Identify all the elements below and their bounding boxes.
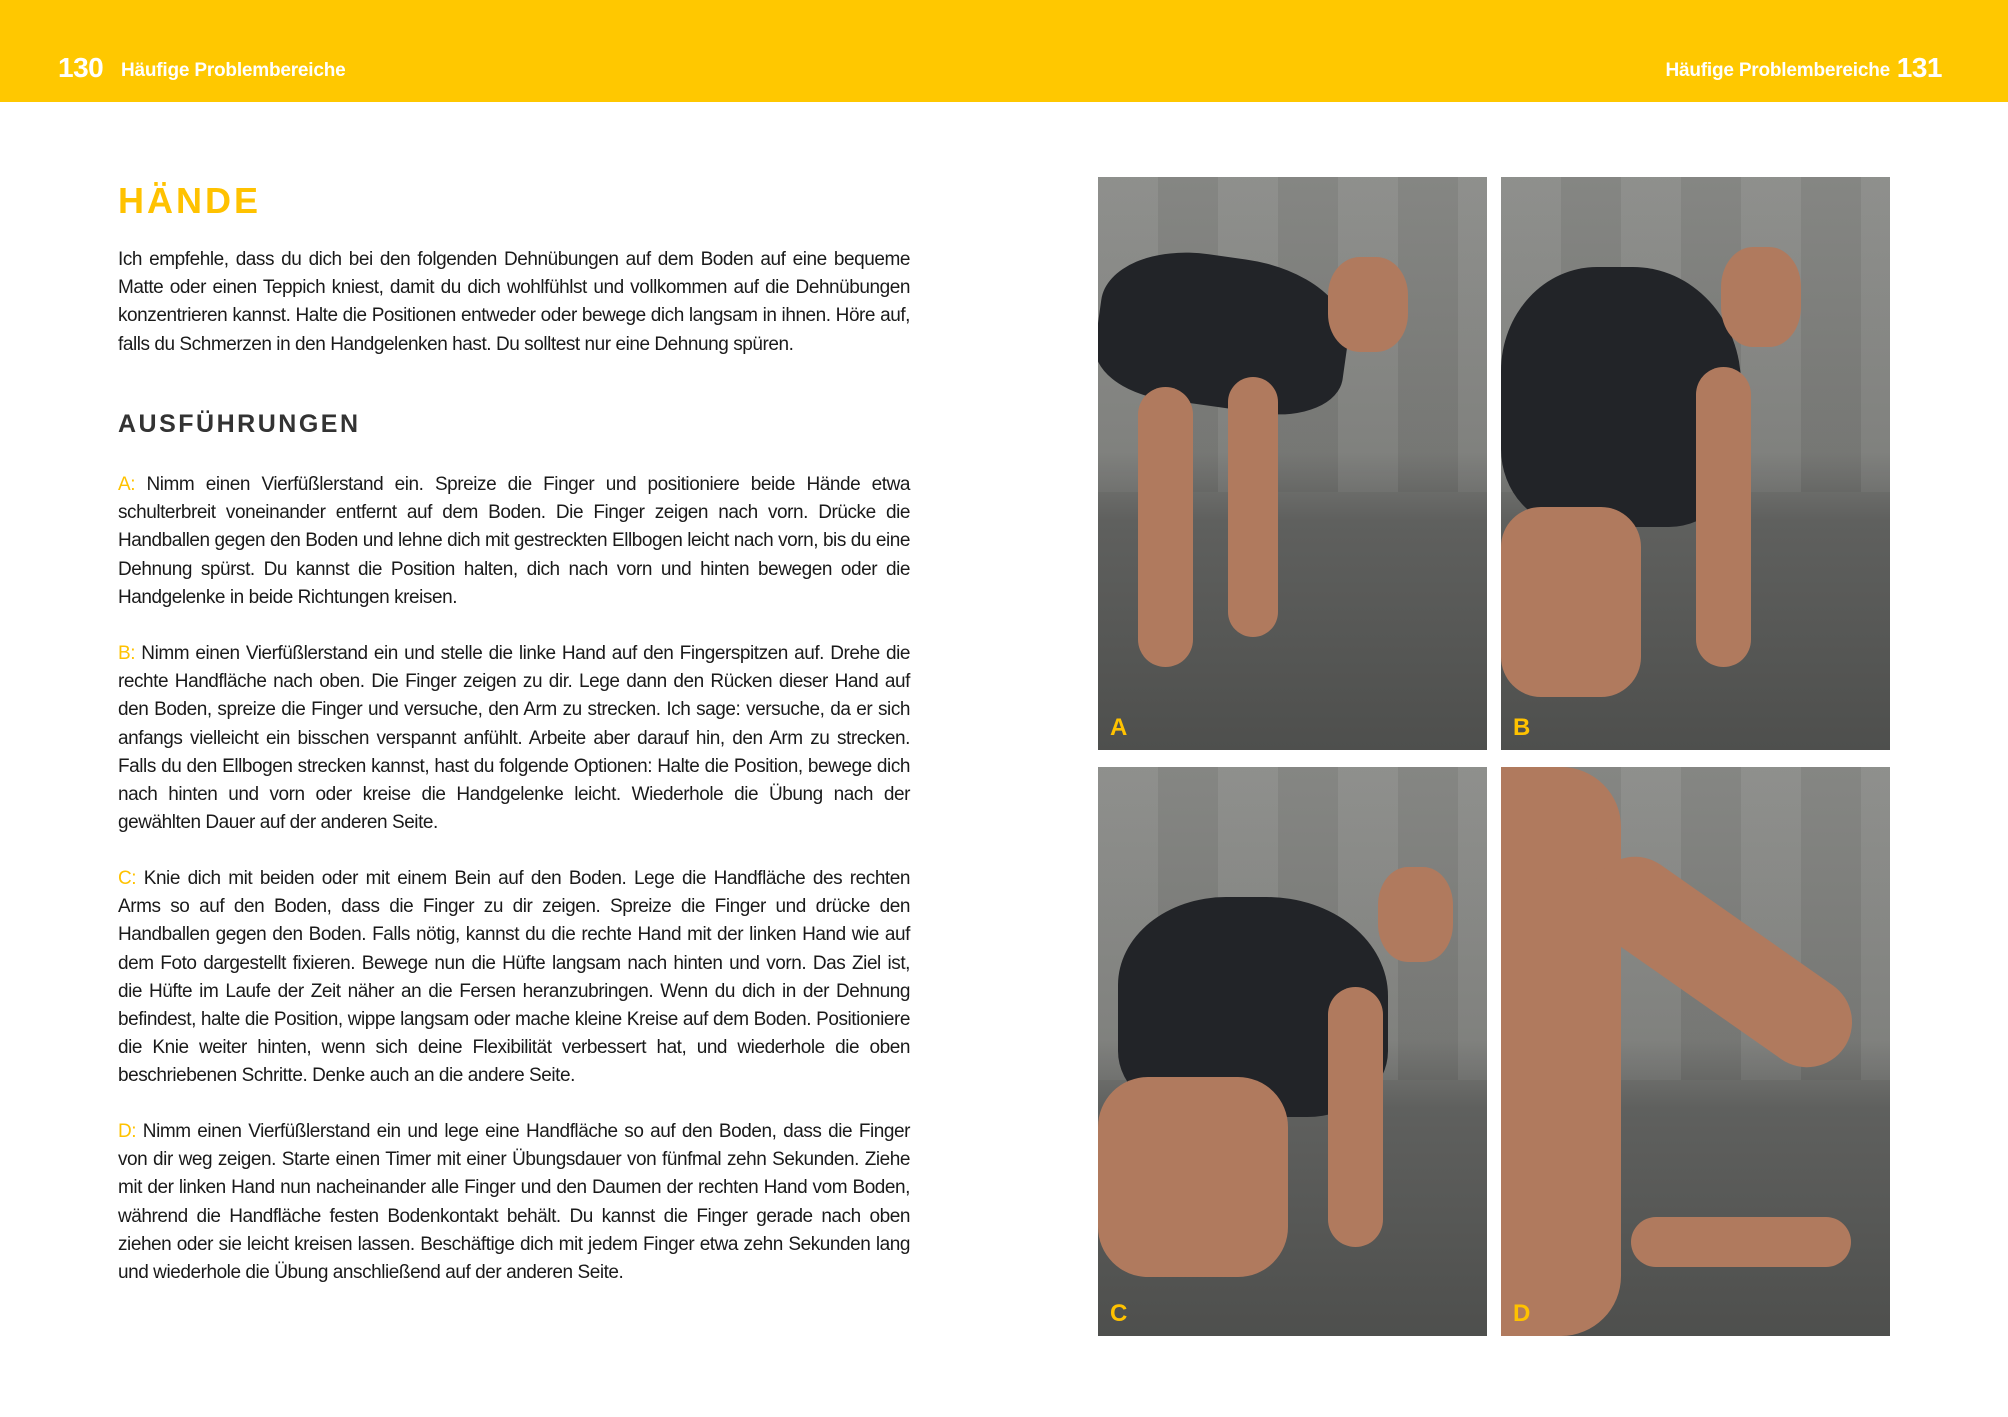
step-text: Knie dich mit beiden oder mit einem Bein auf den Boden. Lege die Handfläche des rechten Arms so auf den Boden, dass die Finger zu dir zeigen. Spreize die Finger und drücke den Handballen gegen den Boden. Falls nötig, kannst du die rechte Hand mit der linken Hand wie auf dem Foto dargestellt fixieren. Bewege nun die Hüfte langsam nach hinten und vorn. Das Ziel ist, die Hüfte im Laufe der Zeit näher an die Fersen heranzubringen. Wenn du dich in der Dehnung befindest, halte die Position, wippe langsam oder mache kleine Kreise auf dem Boden. Positioniere die Knie weiter hinten, wenn sich deine Flexibilität verbessert hat, und wiederhole die oben beschriebenen Schritte. Denke auch an die andere Seite. [118, 868, 910, 1087]
photo-label: B [1513, 714, 1531, 741]
header-bar [0, 0, 2008, 102]
left-running-title: Häufige Problembereiche [121, 60, 346, 81]
step-label: A: [118, 474, 136, 495]
right-page-number: 131 [1896, 52, 1942, 83]
photo-label: C [1110, 1300, 1128, 1327]
left-page-number: 130 [58, 52, 104, 83]
step-label: B: [118, 643, 136, 664]
photo-label: D [1513, 1300, 1531, 1327]
section-heading: AUSFÜHRUNGEN [118, 410, 361, 438]
photo-b [1501, 177, 1890, 750]
step-c [118, 865, 910, 1091]
photo-a [1098, 177, 1487, 750]
step-text: Nimm einen Vierfüßlerstand ein und lege eine Handfläche so auf den Boden, dass die Finger von dir weg zeigen. Starte einen Timer mit einer Übungsdauer von fünfmal zehn Sekunden. Ziehe mit der linken Hand nun nacheinander alle Finger und den Daumen der rechten Hand vom Boden, während die Handfläche festen Bodenkontakt behält. Du kannst die Finger gerade nach oben ziehen oder sie leicht kreisen lassen. Beschäftige dich mit jedem Finger etwa zehn Sekunden lang und wiederhole die Übung anschließend auf der anderen Seite. [118, 1121, 910, 1284]
step-label: D: [118, 1121, 137, 1142]
photo-label: A [1110, 714, 1128, 741]
step-text: Nimm einen Vierfüßlerstand ein und stelle die linke Hand auf den Fingerspitzen auf. Drehe die rechte Handfläche nach oben. Die Finger zeigen zu dir. Lege dann den Rücken dieser Hand auf den Boden, spreize die Finger und versuche, den Arm zu strecken. Ich sage: versuche, da er sich anfangs vielleicht ein bisschen verspannt anfühlt. Arbeite aber darauf hin, den Arm zu strecken. Falls du den Ellbogen strecken kannst, hast du folgende Optionen: Halte die Position, bewege dich nach hinten und vorn oder kreise die Handgelenke leicht. Wiederhole die Übung nach der gewählten Dauer auf der anderen Seite. [118, 643, 910, 834]
page-title: HÄNDE [118, 180, 262, 221]
intro-paragraph: Ich empfehle, dass du dich bei den folgenden Dehnübungen auf dem Boden auf eine bequeme Matte oder einen Teppich kniest, damit du dich wohlfühlst und vollkommen auf die Dehnübungen konzentrieren kannst. Halte die Positionen entweder oder bewege dich langsam in ihnen. Höre auf, falls du Schmerzen in den Handgelenken hast. Du solltest nur eine Dehnung spüren. [118, 249, 910, 355]
step-a [118, 471, 910, 612]
step-b [118, 640, 910, 837]
step-label: C: [118, 868, 137, 889]
step-text: Nimm einen Vierfüßlerstand ein. Spreize die Finger und positioniere beide Hände etwa schulterbreit voneinander entfernt auf dem Boden. Die Finger zeigen nach vorn. Drücke die Handballen gegen den Boden und lehne dich mit gestreckten Ellbogen leicht nach vorn, bis du eine Dehnung spürst. Du kannst die Position halten, dich nach vorn und hinten bewegen oder die Handgelenke in beide Richtungen kreisen. [118, 474, 910, 608]
step-d [118, 1118, 910, 1287]
photo-c [1098, 767, 1487, 1336]
right-running-title: Häufige Problembereiche [1665, 60, 1890, 81]
photo-d [1501, 767, 1890, 1336]
